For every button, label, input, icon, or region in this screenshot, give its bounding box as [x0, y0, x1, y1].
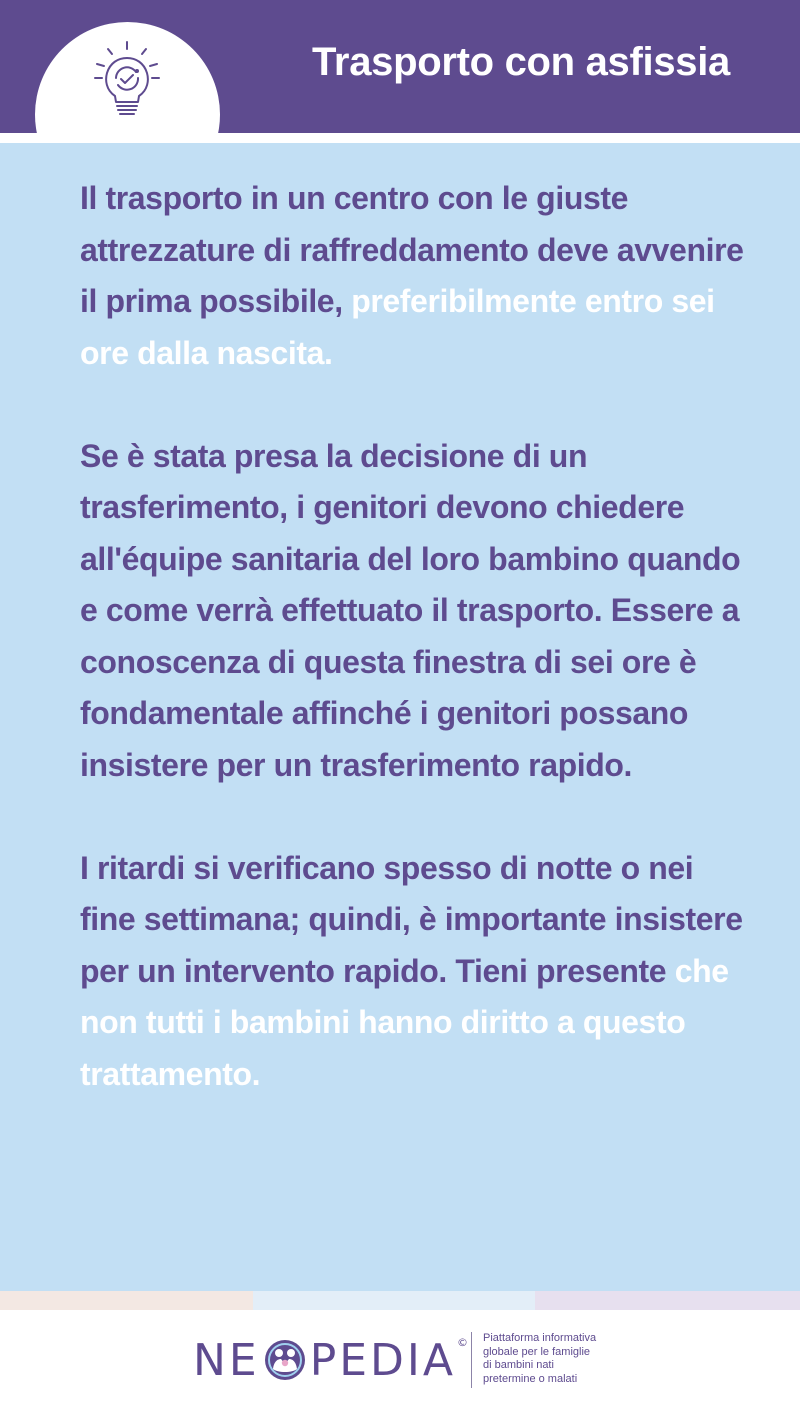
footer: [0, 1310, 800, 1411]
paragraph-delays: [80, 843, 750, 1101]
tagline: [483, 1332, 643, 1386]
logo-text-right: PEDIA: [309, 1334, 457, 1386]
color-strip-blue: [253, 1291, 535, 1310]
header-banner: [0, 0, 800, 133]
tagline-line: Piattaforma informativa: [483, 1332, 597, 1344]
color-strip-lavender: [535, 1291, 800, 1310]
copyright-mark: ©: [457, 1336, 472, 1349]
text-segment: Se è stata presa la decisione di un trasferimento, i genitori devono chiedere all'équipe sanitaria del loro bambino quando e come verrà effettuato il trasporto. Essere a conoscenza di questa finestra di sei ore è fondamentale affinché i genitori possano insistere per un trasferimento rapido.: [80, 437, 741, 783]
paragraph-transfer-decision: [80, 431, 750, 792]
tagline-line: globale per le famiglie: [483, 1345, 591, 1358]
body-text: [80, 173, 750, 1100]
lightbulb-check-icon: [92, 40, 162, 120]
tagline-line: pretermine o malati: [483, 1372, 578, 1385]
footer-divider: [471, 1332, 472, 1388]
header-divider: [0, 133, 800, 143]
text-segment: I ritardi si verificano spesso di notte o nei fine settimana; quindi, è importante insistere per un intervento rapido. Tieni presente: [80, 849, 743, 989]
tagline-line: di bambini nati: [483, 1359, 554, 1371]
logo-text-left: NE: [193, 1334, 260, 1386]
neopedia-logo: [193, 1334, 471, 1386]
highlighted-text: che non tutti i bambini hanno diritto a questo trattamento.: [80, 952, 729, 1092]
paragraph-transport-timing: [80, 173, 750, 379]
neopedia-family-logo-icon: [264, 1339, 306, 1381]
highlighted-text: preferibilmente entro sei ore dalla nascita.: [80, 283, 715, 371]
page-title: Trasporto con asfissia: [312, 40, 730, 84]
content-panel: [0, 143, 800, 1291]
icon-badge: [35, 22, 220, 133]
color-strip-peach: [0, 1291, 253, 1310]
text-segment: Il trasporto in un centro con le giuste attrezzature di raffreddamento deve avvenire il prima possibile,: [80, 180, 744, 319]
